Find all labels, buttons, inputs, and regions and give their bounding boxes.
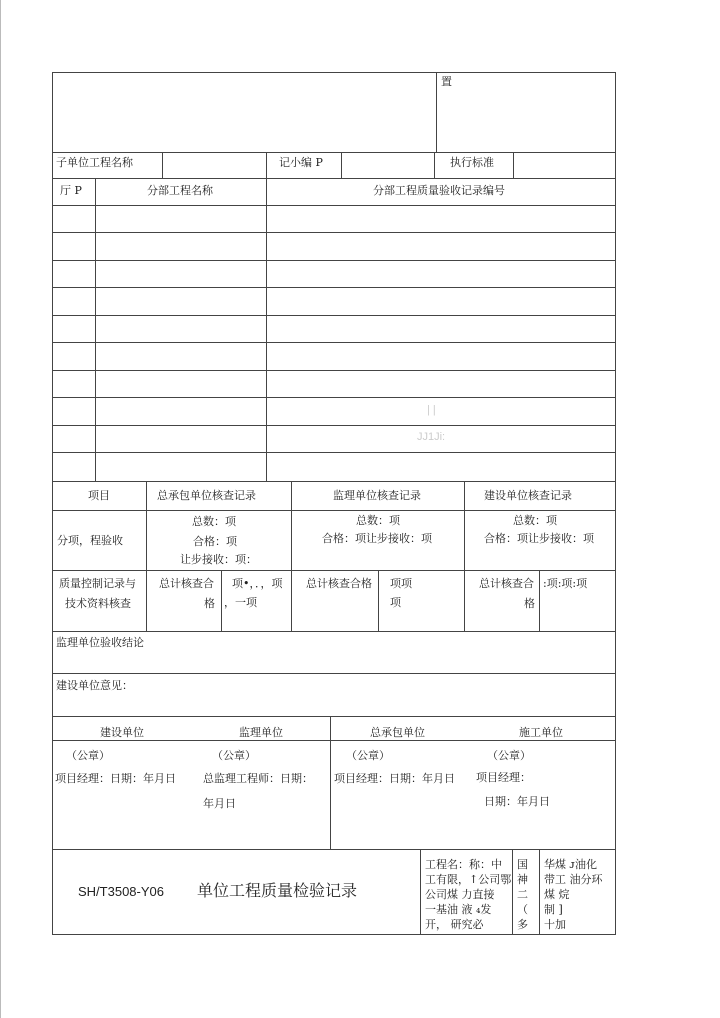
rule	[341, 152, 342, 178]
footer-note-line: 一基油 液 ₄发	[425, 903, 492, 916]
footer-note-line: 开， 研究必	[425, 918, 484, 931]
footer-note-char: 多	[517, 918, 528, 931]
supervisor-items: 项	[390, 596, 401, 609]
footer-note-line: 公司煤 力直接	[425, 888, 495, 901]
rule	[52, 849, 616, 850]
rule	[539, 849, 540, 935]
rule	[221, 570, 222, 631]
rule	[513, 152, 514, 178]
col-record-header: 分部工程质量验收记录编号	[373, 184, 505, 197]
table-row-line	[52, 287, 616, 288]
rule	[146, 481, 147, 631]
rule	[162, 152, 163, 178]
footer-note-line: 十加	[544, 918, 566, 931]
table-row-line	[52, 315, 616, 316]
owner-opinion: 建设单位意见：	[56, 679, 133, 692]
rule	[52, 673, 616, 674]
supervisor-conclusion: 监理单位验收结论	[56, 636, 144, 649]
table-row-line	[52, 425, 616, 426]
form-title: 单位工程质量检验记录	[197, 881, 358, 900]
rule	[95, 178, 96, 481]
faint-mark: | |	[427, 404, 436, 416]
rule	[464, 481, 465, 631]
supervisor-date: 年月日	[203, 797, 236, 810]
owner-signature-line: 项目经理：日期：年月日	[55, 772, 176, 785]
table-row-line	[52, 205, 616, 206]
construction-unit: 施工单位	[519, 726, 563, 739]
rule	[434, 152, 435, 178]
contractor-total: 总数：项	[192, 515, 236, 528]
supervisor-pass: 合格：项让步接收：项	[322, 532, 432, 545]
contractor-items: 项•，．，项	[232, 577, 283, 590]
owner-seal: （公章）	[66, 749, 110, 762]
rule	[52, 740, 616, 741]
table-row-line	[52, 452, 616, 453]
rule	[52, 716, 616, 717]
owner-check: 格	[524, 597, 535, 610]
supervisor-signature-line: 总监理工程师：日期：	[203, 772, 313, 785]
rule	[52, 152, 616, 153]
owner-unit: 建设单位	[100, 726, 144, 739]
table-row-line	[52, 260, 616, 261]
table-row-line	[52, 342, 616, 343]
rule	[378, 570, 379, 631]
contractor-signature-line: 项目经理：日期：年月日	[334, 772, 455, 785]
rule	[52, 570, 616, 571]
contractor-seal: （公章）	[346, 749, 390, 762]
owner-items: :项:项:项	[543, 577, 588, 590]
owner-pass: 合格：项让步接收：项	[484, 532, 594, 545]
col-seq-header: 厅 P	[60, 184, 82, 197]
rule	[52, 178, 616, 179]
footer-note-line: 工程名：称：中	[425, 858, 502, 871]
footer-note-line: 带工 油分环	[544, 873, 603, 886]
col-supervisor-header: 监理单位核查记录	[333, 489, 421, 502]
contractor-check: 总计核查合	[159, 577, 214, 590]
rule	[52, 510, 616, 511]
record-no-label: 记小编 P	[279, 156, 323, 169]
owner-check: 总计核查合	[479, 577, 534, 590]
rule	[52, 631, 616, 632]
footer-note-line: 工有限，↑公司鄂	[425, 873, 512, 886]
rule	[266, 178, 267, 481]
faint-mark: JJ1Ji:	[417, 431, 446, 443]
construction-date: 日期：年月日	[484, 795, 550, 808]
footer-note-line: 制 ]	[544, 903, 563, 916]
sub-project-label: 子单位工程名称	[56, 156, 133, 169]
footer-note-char: （	[517, 903, 528, 916]
row-item-label: 质量控制记录与	[59, 577, 136, 590]
rule	[266, 152, 267, 178]
construction-seal: （公章）	[487, 749, 531, 762]
footer-note-char: 国	[517, 858, 528, 871]
corner-mark: 置	[441, 75, 452, 88]
top-divider	[436, 72, 437, 152]
table-row-line	[52, 397, 616, 398]
supervisor-unit: 监理单位	[239, 726, 283, 739]
col-contractor-header: 总承包单位核查记录	[157, 489, 256, 502]
rule	[52, 481, 616, 482]
contractor-check: 格	[204, 597, 215, 610]
construction-signature-line: 项目经理：	[476, 771, 531, 784]
owner-total: 总数：项	[513, 514, 557, 527]
col-owner-header: 建设单位核查记录	[484, 489, 572, 502]
supervisor-seal: （公章）	[212, 749, 256, 762]
supervisor-total: 总数：项	[356, 514, 400, 527]
contractor-unit: 总承包单位	[370, 726, 425, 739]
standard-code: SH/T3508-Y06	[78, 884, 164, 899]
contractor-pass: 合格：项	[193, 535, 237, 548]
contractor-items: ，一项	[224, 596, 257, 609]
supervisor-items: 项项	[390, 577, 412, 590]
col-name-header: 分部工程名称	[147, 184, 213, 197]
footer-note-line: 华煤 ᴊ油化	[544, 858, 597, 871]
rule	[291, 481, 292, 631]
row-item-label: 分项，程验收	[57, 534, 123, 547]
col-item-header: 项目	[88, 489, 110, 502]
rule	[539, 570, 540, 631]
rule	[420, 849, 421, 935]
page-edge	[0, 0, 1, 1018]
table-row-line	[52, 232, 616, 233]
footer-note-char: 二	[517, 888, 528, 901]
contractor-concession: 让步接收：项：	[180, 553, 257, 566]
rule	[512, 849, 513, 935]
supervisor-check: 总计核查合格	[306, 577, 372, 590]
footer-note-char: 神	[517, 873, 528, 886]
table-row-line	[52, 370, 616, 371]
footer-note-line: 煤 烷	[544, 888, 570, 901]
rule	[330, 716, 331, 849]
row-item-label: 技术资料核查	[65, 597, 131, 610]
standard-label: 执行标准	[450, 156, 494, 169]
